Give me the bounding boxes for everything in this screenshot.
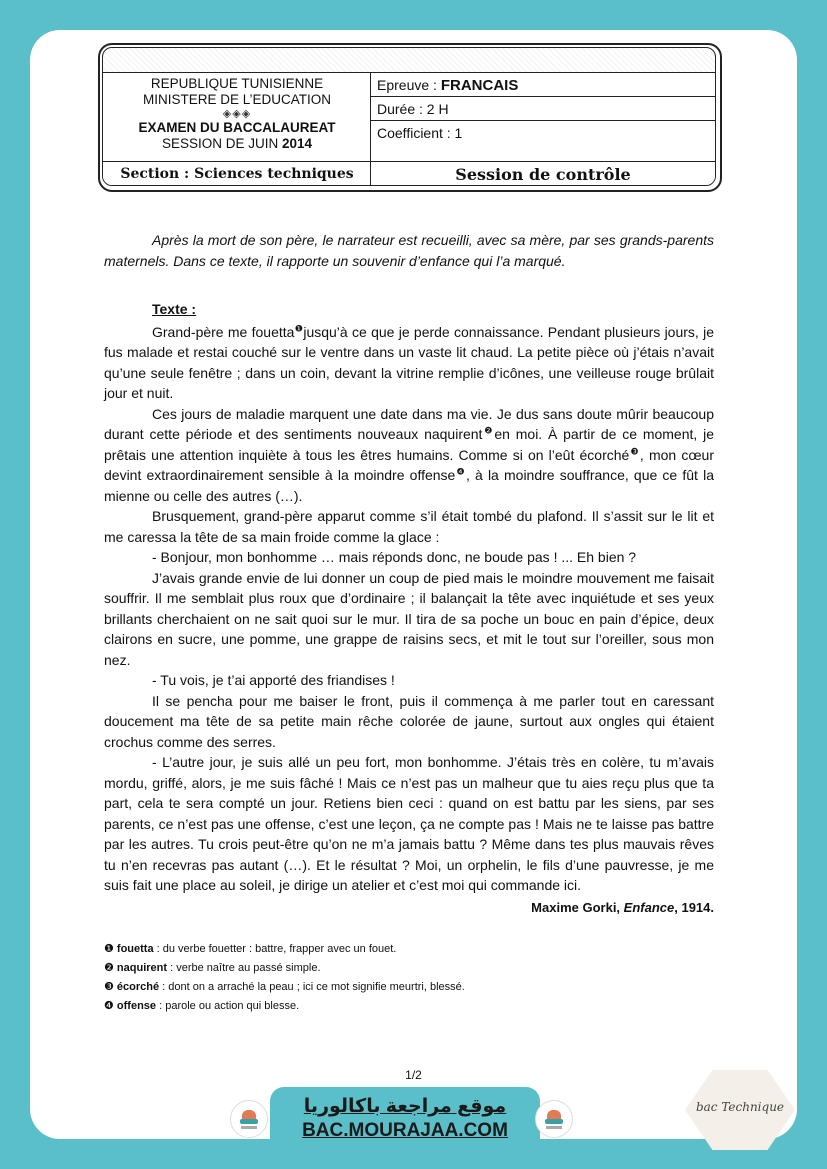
site-url: BAC.MOURAJAA.COM bbox=[302, 1120, 508, 1141]
epreuve-value: FRANCAIS bbox=[440, 77, 519, 94]
header-institution bbox=[103, 73, 371, 164]
note-definition: : du verbe fouetter : battre, frapper avec un fouet. bbox=[153, 943, 397, 955]
text-paragraph-5: J’avais grande envie de lui donner un coup de pied mais le moindre mouvement me faisait souffrir. Il me semblait plus roux que d’ordinaire ; il balançait la tête avec inquiétude et ses yeux brillants cherchaient on ne sait quoi sur le mur. Il tira de sa poche un bouc en pain d’épice, deux clairons en sucre, une pomme, une grappe de raisins secs, et mit le tout sur l’oreiller, sous mon nez. bbox=[104, 569, 714, 668]
page-number: 1/2 bbox=[405, 1068, 422, 1082]
text-paragraph-3: Brusquement, grand-père apparut comme s’il était tombé du plafond. Il s’assit sur le lit et me caressa la tête de sa main froide comme la glace : bbox=[104, 508, 714, 545]
text-paragraph-8: - L’autre jour, je suis allé un peu fort, mon bonhomme. J’étais très en colère, tu m’avais mordu, griffé, alors, je me suis fâché ! Mais ce n’est pas un malheur que tu aies reçu plus que ta part, cela te sera compté un jour. Retiens bien ceci : quand on est battu par les siens, par ses parents, ce n’est pas une offense, c’est une leçon, ça ne compte pas ! Mais ne te laisse pas battre par les autres. Tu crois peut-être qu’on ne m’a jamais battu ? Même dans tes plus mauvais rêves tu n’en recevras pas autant (…). Et le résultat ? Moi, un orphelin, le fils d’une pauvresse, je me suis fait une place au soleil, je dirige un atelier et c’est moi qui commande ici. bbox=[104, 754, 714, 893]
text-paragraph-2 bbox=[104, 404, 714, 507]
epreuve-label: Epreuve : bbox=[377, 77, 441, 93]
work-title: Enfance bbox=[623, 899, 675, 915]
text-paragraph-4: - Bonjour, mon bonhomme … mais réponds donc, ne boude pas ! ... Eh bien ? bbox=[152, 549, 637, 565]
footnote-1 bbox=[104, 940, 714, 959]
session-year: 2014 bbox=[281, 136, 313, 151]
note-word: offense bbox=[116, 1000, 157, 1012]
footnotes bbox=[104, 940, 714, 1016]
note-mark: ❶ bbox=[104, 943, 117, 955]
intro-paragraph: Après la mort de son père, le narrateur est recueilli, avec sa mère, par ses grands-parents maternels. Dans ce texte, il rapporte un souvenir d’enfance qui l’a marqué. bbox=[104, 232, 714, 269]
text-paragraph-1 bbox=[104, 322, 714, 404]
note-word: fouetta bbox=[116, 943, 154, 955]
p2-part-a: Ces jours de maladie marquent une date dans ma vie. Je dus sans doute mûrir beaucoup durant cette période et des sentiments nouveaux naquirent bbox=[104, 405, 714, 442]
footnote-mark-2: ❷ bbox=[482, 425, 495, 436]
section-label: Section : Sciences techniques bbox=[120, 166, 354, 182]
note-definition: : dont on a arraché la peau ; ici ce mot signifie meurtri, blessé. bbox=[159, 981, 465, 993]
footnote-mark-4: ❹ bbox=[455, 466, 466, 477]
note-definition: : parole ou action qui blesse. bbox=[156, 1000, 300, 1012]
bac-technique-label: bac Technique bbox=[695, 1100, 785, 1114]
text-paragraph-6: - Tu vois, je t’ai apporté des friandises ! bbox=[152, 672, 395, 688]
exam-content bbox=[104, 230, 714, 1016]
work-year: , 1914. bbox=[674, 899, 714, 915]
exam-page bbox=[30, 30, 797, 1139]
site-logo-icon bbox=[535, 1100, 573, 1138]
author-name: Maxime Gorki, bbox=[531, 899, 624, 915]
note-word: naquirent bbox=[116, 962, 168, 974]
p2-part-b: en moi. À partir de ce moment, je prêtais une attention inquiète à tous les êtres humains. Comme si on l’eût écorché bbox=[104, 426, 714, 463]
session-prefix: SESSION DE JUIN bbox=[161, 136, 282, 151]
footnote-2 bbox=[104, 959, 714, 978]
texte-heading: Texte : bbox=[152, 301, 197, 317]
p1-part-b: jusqu’à ce que je perde connaissance. Pendant plusieurs jours, je fus malade et restai couché sur le ventre dans un vaste lit chaud. La petite pièce où j’étais n’avait qu’une seule fenêtre ; dans un coin, devant la vitrine remplie d’icônes, une veilleuse rouge brûlait jour et nuit. bbox=[104, 323, 714, 401]
note-word: écorché bbox=[116, 981, 160, 993]
author-citation bbox=[104, 898, 714, 919]
p2-part-d: , à la moindre souffrance, que ce fût la mienne ou celle des autres (…). bbox=[104, 467, 714, 504]
exam-line: EXAMEN DU BACCALAUREAT bbox=[138, 120, 336, 135]
duree-row: Durée : 2 H bbox=[371, 97, 715, 121]
epreuve-row bbox=[371, 73, 715, 97]
session-type: Session de contrôle bbox=[455, 165, 631, 184]
header-box bbox=[102, 47, 716, 186]
p2-part-c: , mon cœur devint extraordinairement sensible à la moindre offense bbox=[104, 446, 714, 483]
country-line: REPUBLIQUE TUNISIENNE bbox=[150, 76, 324, 91]
header-table bbox=[103, 72, 715, 186]
footnote-3 bbox=[104, 978, 714, 997]
note-definition: : verbe naître au passé simple. bbox=[167, 962, 321, 974]
note-mark: ❹ bbox=[104, 1000, 117, 1012]
site-arabic-name: موقع مراجعة باكالوريا bbox=[303, 1096, 507, 1117]
site-banner-link[interactable] bbox=[270, 1087, 540, 1153]
header-bottom-row bbox=[103, 161, 715, 186]
footnote-mark-1: ❶ bbox=[294, 322, 304, 333]
diamond-ornament-icon: ◈◈◈ bbox=[222, 108, 252, 120]
p1-part-a: Grand-père me fouetta bbox=[152, 323, 295, 340]
note-mark: ❸ bbox=[104, 981, 117, 993]
footnote-mark-3: ❸ bbox=[629, 445, 640, 456]
coefficient-row: Coefficient : 1 bbox=[377, 125, 463, 141]
site-logo-icon bbox=[230, 1100, 268, 1138]
footnote-4 bbox=[104, 997, 714, 1016]
ministry-line: MINISTERE DE L’EDUCATION bbox=[142, 92, 332, 107]
session-line bbox=[103, 136, 371, 152]
text-paragraph-7: Il se pencha pour me baiser le front, puis il commença à me parler tout en caressant doucement ma tête de sa petite main rêche colorée de jaune, surtout aux ongles qui étaient crochus comme des serres. bbox=[104, 692, 714, 750]
note-mark: ❷ bbox=[104, 962, 117, 974]
